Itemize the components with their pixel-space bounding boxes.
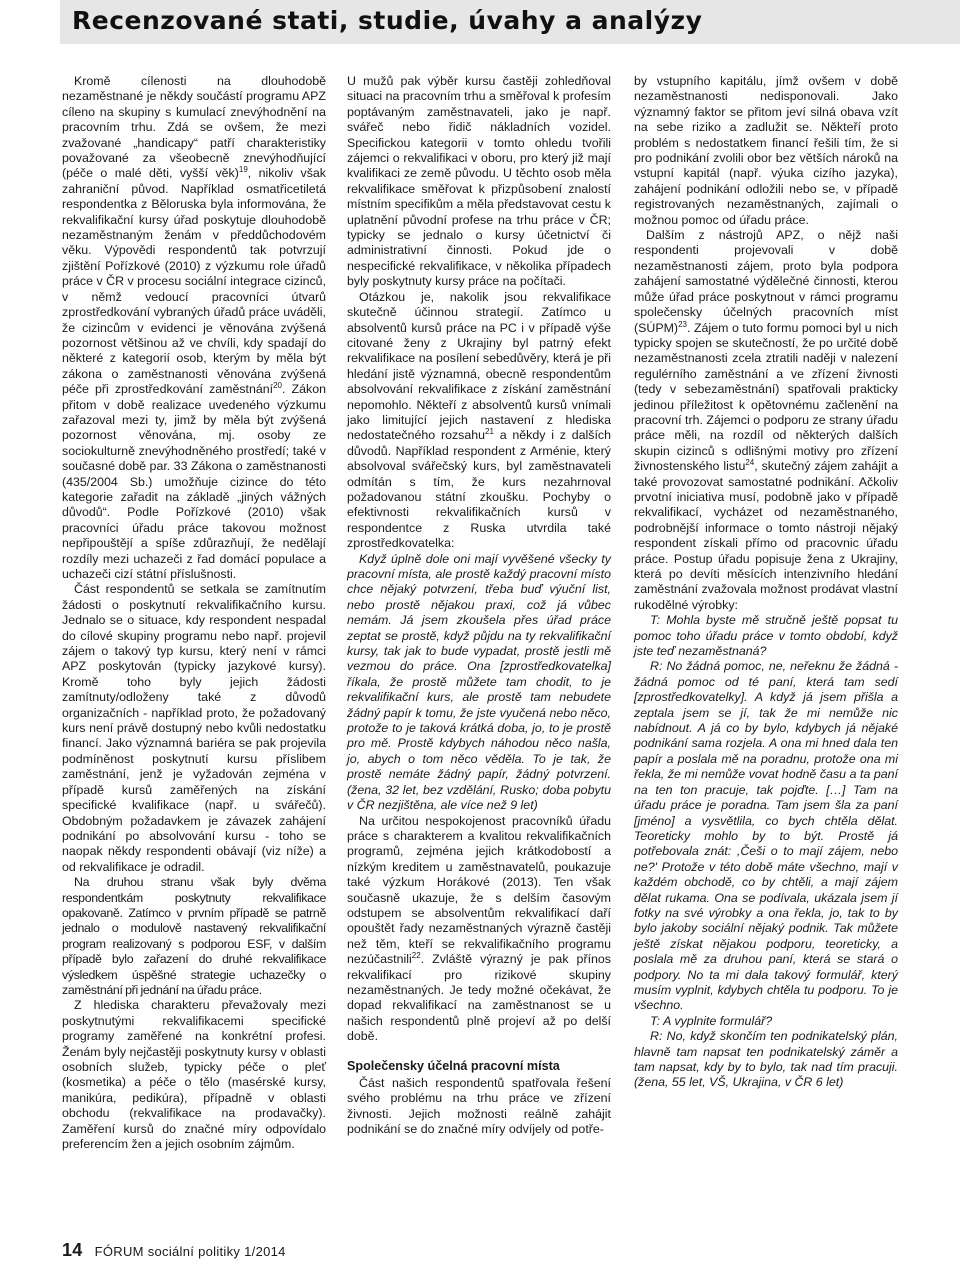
paragraph (62, 74, 326, 582)
journal-name: FÓRUM sociální politiky 1/2014 (94, 1244, 286, 1259)
footnote-ref[interactable]: 23 (678, 319, 687, 329)
text: Dalším z nástrojů APZ, o nějž naši respondenti projevovali v době nezaměstnanosti zájem, proto byla podpora zahájení samostatné výdělečné činnosti, kterou může úřad práce poskytnout v rámci programu společensky účelných pracovních míst (SÚPM) (634, 228, 898, 335)
interview-question: T: A vyplnite formulář? (650, 1013, 773, 1028)
page-footer (62, 1240, 286, 1261)
text: Na určitou nespokojenost pracovníků úřadu práce s charakterem a kvalitou rekvalifikačních programů, zejména jejich krátkodobostí a nízkým kreditem u zaměstnavatelů, poukazuje také výzkum Horákové (2013). Ten však současně ukazuje, že s delším časovým odstupem se absolventům rekvalifikací daří opouštět řady nezaměstnaných výrazně častěji než těm, kteří se rekvalifikačního programu nezúčastnili (347, 813, 611, 967)
text: Kromě cílenosti na dlouhodobě nezaměstnané je někdy součástí programu APZ cíleno na skupiny s kumulací znevýhodnění na pracovním trhu. Zdá se ovšem, že mezi zvažované „handicapy“ patří charakteristiky považované za všeobecně znevýhodňující (péče o malé děti, vyšší věk) (62, 74, 326, 181)
paragraph: by vstupního kapitálu, jímž ovšem v době nezaměstnanosti nedisponovali. Jako významný faktor se přitom jeví silná obava vzít na sebe riziko a zadlužit se. Někteří proto problém s nedostatkem financí řešili tím, že si pro podnikání zvolili obor bez větších nároků na vstupní kapitál (např. výuka cizího jazyka), zahájení podnikání odložili nebo se, v případě registrovaných nezaměstnaných, zajímali o možnou pomoc od úřadu práce. (634, 74, 898, 227)
paragraph: Z hlediska charakteru převažovaly mezi poskytnutými rekvalifikacemi specifické programy zaměřené na konkrétní profesi. Ženám byly nejčastěji poskytnuty kursy v oblasti osobních služeb, typicky péče o pleť (kosmetika) a péče o tělo (masérské kursy, manikúra, pedikúra), případně v oblasti obchodu (rekvalifikace na prodavačky). Zaměření kursů do značné míry odpovídalo preferencím žen a jejich osobním zájmům. (62, 998, 326, 1152)
paragraph: Na druhou stranu však byly dvěma respondentkám poskytnuty rekvalifikace opakovaně. Zatímco v prvním případě se patrně jednalo o modulově nastavený rekvalifikační program realizovaný s podporou ESF, v dalším případě bylo zařazení do druhé rekvalifikace výsledkem úspěšné strategie uchazečky o zaměstnání při jednání na úřadu práce. (62, 875, 326, 997)
text: Otázkou je, nakolik jsou rekvalifikace skutečně účinnou strategií. Zatímco u absolventů kursů práce na PC i v případě výše citované ženy z Ukrajiny byl patrný efekt rekvalifikace na posílení sebedůvěry, která je při hledání jistě významná, obecně respondentům absolvování rekvalifikace z získání zaměstnání nepomohlo. Někteří z absolventů kursů vnímali jako limitující jejich nastavení z hlediska nedostatečného rozsahu (347, 289, 611, 443)
text: , skutečný zájem zahájit a také provozovat samostatné podnikání. Ačkoliv prvotní iniciativa musí, podobně jako v případě rekvalifikací, vycházet od nezaměstnaného, podrobnější informace o tomto nástroji nějaký respondent získali přímo od pracovnic úřadu práce. Postup úřadu popisuje žena z Ukrajiny, která po devíti měsících intenzivního hledání zaměstnání zvažovala možnost prodávat vlastní rukodělné výrobky: (634, 459, 898, 612)
paragraph: Část našich respondentů spatřovala řešení svého problému na trhu práce ve zřízení živnosti. Jejich možnosti reálně zahájit podnikání se do značné míry odvíjely od potře- (347, 1076, 611, 1137)
interview-answer: R: No, když skončím ten podnikatelský plán, hlavně tam napsat ten podnikatelský záměr a tam napsat, kdy by to bylo, tak nad tím pracuji. (žena, 55 let, VŠ, Ukrajina, v ČR 6 let) (634, 1029, 898, 1090)
footnote-ref[interactable]: 21 (485, 427, 494, 437)
subsection-heading: Společensky účelná pracovní místa (347, 1058, 560, 1073)
text: . Zákon přitom v době realizace uvedeného výzkumu zařazoval mezi ty, jimž by měla být zvýšená pozornost věnována, mj. osoby ze sociokulturně znevýhodněného prostředí; také v současné době par. 33 Zákona o zaměstnanosti (435/2004 Sb.) umožňuje cizince do této kategorie zařadit na základě „jiných vážných důvodů“. Podle Pořízkové (2010) však pracovníci úřadu práce takovou možnost nepřipouštějí a spíše zdůrazňují, že nedělají rozdíly mezi uchazeči z řad domácí populace a uchazeči cizí státní příslušnosti. (62, 382, 326, 581)
paragraph (634, 228, 898, 613)
footnote-ref[interactable]: 24 (745, 458, 755, 468)
page-number: 14 (62, 1240, 83, 1260)
column-3 (634, 74, 898, 1091)
paragraph: U mužů pak výběr kursu častěji zohledňoval situaci na pracovním trhu a směřoval k profesím poptávaným zaměstnavateli, jako je např. svářeč nebo řidič nákladních vozidel. Specifickou kategorii v tomto ohledu tvořili zájemci o rekvalifikaci v oboru, pro který již mají kvalifikaci ze země původu. U těchto osob měla rekvalifikace směřovat k přizpůsobení znalostí místním specifikům a měla představovat cestu k uplatnění původní profese na trhu práce v ČR; typicky se jednalo o kursy účetnictví či administrativní činnosti. Pokud jde o nespecifické rekvalifikace, v několika případech byly poskytnuty kursy práce na počítači. (347, 74, 611, 289)
interview-question: T: Mohla byste mě stručně ještě popsat tu pomoc toho úřadu práce v tomto období, když jste teď nezaměstnaná? (634, 613, 898, 659)
interview-answer: R: No žádná pomoc, ne, neřeknu že žádná - žádná pomoc od té paní, která tam sedí [zprostředkovatelky]. A když já jsem přišla a zeptala jsem se jí, tak že mi nemůže nic nabídnout. A já co by bylo, kdybych já nějaké podnikání sama rozjela. A ona mi hned dala ten papír a poslala mě na poradnu, protože ona mi řekla, že mi nemůže vovat hodně času a ta paní na ten ton pracuje, tak pojďte. […] Tam na úřadu práce je poradna. Tam jsem šla za paní [jméno] a vysvětlila, co bych chtěla dělat. Teoreticky mohlo by to být. Prostě já potřebovala znát: ,Češi o to mají zájem, nebo ne?' Protože v této době máte všechno, mají v každém obchodě, co by chtěli, a mají zájem dělat rukama. Ona se podívala, ukázala jsem jí fotky na své výrobky a ona řekla, jo, tak to by bylo jakoby sociální nějaký podnik. Tak můžete ještě získat nějakou podporu, teoreticky, a poslala mě za druhou paní, která se stará o podpory. No ta mi dala takový formulář, který musím vyplnit, kdybych chtěla tu podporu. To je všechno. (634, 659, 898, 1013)
footnote-ref[interactable]: 22 (411, 951, 421, 961)
section-title: Recenzované stati, studie, úvahy a analýzy (72, 6, 703, 35)
text: . Zájem o tuto formu pomoci byl u nich typicky spojen se skutečností, že po určité době nezaměstnanosti zcela ztratili naději v nalezení regulérního zaměstnání a ve zřízení živnosti (tedy v sebezaměstnání) spatřovali prakticky jedinou příležitost k opětovnému začlenění na pracovní trh. Zájemci o podporu ze strany úřadu práce měli, na rozdíl od některých dalších skupin cizinců s odlišnými motivy pro zřízení živnostenského listu (634, 320, 898, 474)
footnote-ref[interactable]: 19 (238, 165, 248, 175)
interview-quote: Když úplně dole oni mají vyvěšené všecky ty pracovní místa, ale prostě každý pracovní místo chce nějaký potvrzení, třeba buď výuční list, nebo prostě nějakou praxi, což já vůbec nemám. Já jsem zkoušela přes úřad práce zeptat se prostě, když půjdu na ty rekvalifikační kursy, tak jak to bude vypadat, prostě jestli mě vezmou do práce. Ona [zprostředkovatelka] říkala, že prostě můžete tam chodit, to je rekvalifikační kurs, ale prostě tam nebudete žádný papír k tomu, že jste vyučená nebo něco, protože to je taková krátká doba, jo, to je prostě pro mě. Prostě kdybych náhodou něco našla, jo, abych o tom něco věděla. To je tak, že prostě nemáte žádný papír, žádný potvrzení. (žena, 32 let, bez vzdělání, Rusko; doba pobytu v ČR nezjištěna, ale více než 9 let) (347, 551, 611, 813)
paragraph (347, 290, 611, 552)
text: , nikoliv však zahraniční původ. Například osmatřicetiletá respondentka z Běloruska byla informována, že rekvalifikační kursy úřad poskytuje dlouhodobě nezaměstnaným ženám v předdůchodovém věku. Výpovědi respondentů tak potvrzují zjištění Pořízkové (2010) z výzkumu role úřadů práce v ČR v procesu sociální integrace cizinců, v němž vedoucí pracovníci útvarů zprostředkování vybraných úřadů práce uváděli, že cizincům v evidenci je věnována zvýšená pozornost většinou až ve chvíli, kdy spadají do některé z kategorií osob, kterým by měla být zákona o zaměstnanosti věnována zvýšená péče při zprostředkování zaměstnání (62, 166, 326, 397)
column-1 (62, 74, 326, 1152)
column-2 (347, 74, 611, 1138)
paragraph: Část respondentů se setkala se zamítnutím žádosti o poskytnutí rekvalifikačního kursu. Jednalo se o situace, kdy respondent nespadal do cílové skupiny programu nebo např. projevil zájem o takový typ kursu, který není v rámci APZ poskytován (typicky jazykové kursy). Kromě toho byly jejich žádosti zamítnuty/odloženy také z důvodů organizačních - například proto, že požadovaný kurs není právě dostupný nebo kvůli nedostatku financí. Jako významná bariéra se pak projevila podmíněnost poskytnutí kursu příslibem zaměstnání, jenž je vyžadován zejména v případě kursů zaměřených na získání specifické kvalifikace (např. u svářečů). Obdobným požadavkem je závazek zahájení podnikání po absolvování kursu - toho se naopak někdy respondenti obávají (viz níže) a od rekvalifikace je odradil. (62, 582, 326, 874)
paragraph (347, 814, 611, 1045)
footnote-ref[interactable]: 20 (273, 381, 283, 390)
text: a někdy i z dalších důvodů. Například respondent z Arménie, který absolvoval svářečský kurs, byl zaměstnavateli odmítán s tím, že kurs nezahrnoval požadovanou státní zkoušku. Pochyby o efektivnosti rekvalifikačních kursů v respondentce z Ruska utvrdila také zprostředkovatelka: (347, 428, 611, 551)
text: . Zvláště výrazný je pak přínos rekvalifikací pro rizikové skupiny nezaměstnaných. Je tedy možné očekávat, že dopad rekvalifikací na zaměstnanost se u našich respondentů plně projeví až po delší době. (347, 952, 611, 1044)
